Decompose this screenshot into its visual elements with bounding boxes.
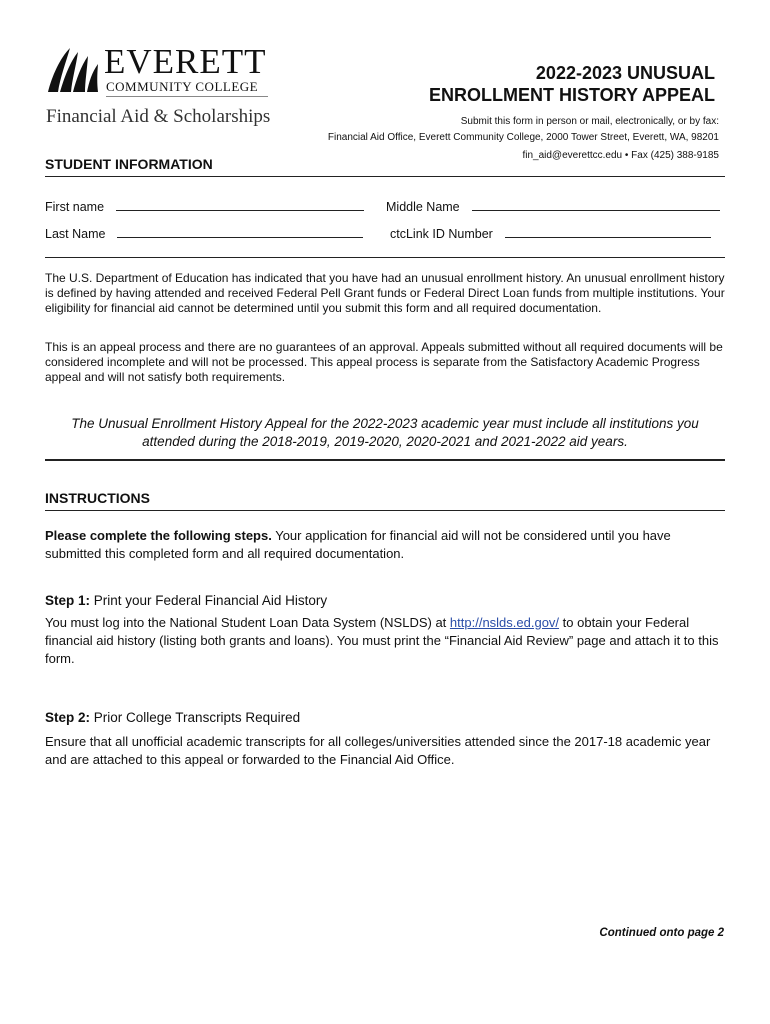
step-2-label: Step 2: bbox=[45, 710, 91, 725]
title-line-1: 2022-2023 UNUSUAL bbox=[535, 63, 715, 83]
instructions-lead-bold: Please complete the following steps. bbox=[45, 528, 272, 543]
step-2-heading bbox=[45, 710, 300, 725]
intro-paragraph-1: The U.S. Department of Education has indicated that you have had an unusual enrollment history. An unusual enrollment history is defined by having attended and received Federal Pell Grant funds or Federal Direct Loan funds from multiple institutions. Your eligibility for financial aid cannot be determined until you submit this form and all required documentation. bbox=[45, 271, 725, 315]
middle-name-label: Middle Name bbox=[386, 200, 460, 214]
first-name-input[interactable] bbox=[116, 199, 364, 211]
continued-note: Continued onto page 2 bbox=[599, 927, 724, 939]
office-contact: fin_aid@everettcc.edu • Fax (425) 388-9185 bbox=[522, 150, 719, 161]
first-name-field[interactable] bbox=[45, 199, 364, 214]
aid-years-notice: The Unusual Enrollment History Appeal for the 2022-2023 academic year must include all institutions you attended during the 2018-2019, 2019-2020, 2020-2021 and 2021-2022 aid years. bbox=[71, 416, 699, 449]
step-1-heading bbox=[45, 593, 327, 608]
middle-name-field[interactable] bbox=[386, 199, 720, 214]
last-name-input[interactable] bbox=[117, 226, 363, 238]
intro-paragraph-2: This is an appeal process and there are no guarantees of an approval. Appeals submitted without all required documents will be considered incomplete and will not be processed. This appeal process is separate from the Satisfactory Academic Progress appeal and will not satisfy both requirements. bbox=[45, 340, 723, 384]
nslds-link[interactable]: http://nslds.ed.gov/ bbox=[449, 615, 560, 630]
submit-note: Submit this form in person or mail, electronically, or by fax: bbox=[460, 116, 719, 127]
step-1-label: Step 1: bbox=[45, 593, 91, 608]
step-2-text: Ensure that all unofficial academic transcripts for all colleges/universities attended since the 2017-18 academic year and are attached to this appeal or forwarded to the Financial Aid Office. bbox=[45, 734, 711, 767]
middle-name-input[interactable] bbox=[472, 199, 720, 211]
step-1-text-after: to obtain your Federal financial aid history (listing both grants and loans). You must print the “Financial Aid Review” page and attach it to this form. bbox=[45, 615, 719, 666]
logo-department: Financial Aid & Scholarships bbox=[46, 106, 271, 127]
step-1-title: Print your Federal Financial Aid History bbox=[90, 593, 328, 608]
student-info-rule bbox=[45, 176, 725, 177]
logo-divider bbox=[106, 96, 268, 97]
instructions-rule bbox=[45, 510, 725, 511]
logo-mark-icon bbox=[46, 46, 100, 94]
student-info-heading: STUDENT INFORMATION bbox=[45, 156, 213, 172]
office-address: Financial Aid Office, Everett Community College, 2000 Tower Street, Everett, WA, 98201 bbox=[327, 132, 719, 143]
logo-wordmark: EVERETT bbox=[104, 42, 267, 81]
instructions-lead bbox=[45, 527, 725, 563]
step-1-text-before: You must log into the National Student Loan Data System (NSLDS) at bbox=[45, 615, 450, 630]
ctclink-id-input[interactable] bbox=[505, 226, 711, 238]
intro-bottom-rule bbox=[45, 459, 725, 461]
last-name-field[interactable] bbox=[45, 226, 363, 241]
first-name-label: First name bbox=[45, 200, 105, 214]
step-2-title: Prior College Transcripts Required bbox=[90, 710, 301, 725]
step-1-text bbox=[45, 614, 725, 668]
college-logo bbox=[46, 44, 276, 128]
instructions-heading: INSTRUCTIONS bbox=[45, 490, 150, 506]
intro-top-rule bbox=[45, 257, 725, 258]
last-name-label: Last Name bbox=[45, 227, 106, 241]
document-title bbox=[335, 62, 715, 106]
ctclink-id-label: ctcLink ID Number bbox=[390, 227, 493, 241]
title-line-2: ENROLLMENT HISTORY APPEAL bbox=[428, 85, 715, 105]
logo-college-name: COMMUNITY COLLEGE bbox=[106, 79, 259, 94]
instructions-lead-text: Your application for financial aid will not be considered until you have submitted this completed form and all required documentation. bbox=[45, 528, 671, 561]
ctclink-id-field[interactable] bbox=[390, 226, 711, 241]
